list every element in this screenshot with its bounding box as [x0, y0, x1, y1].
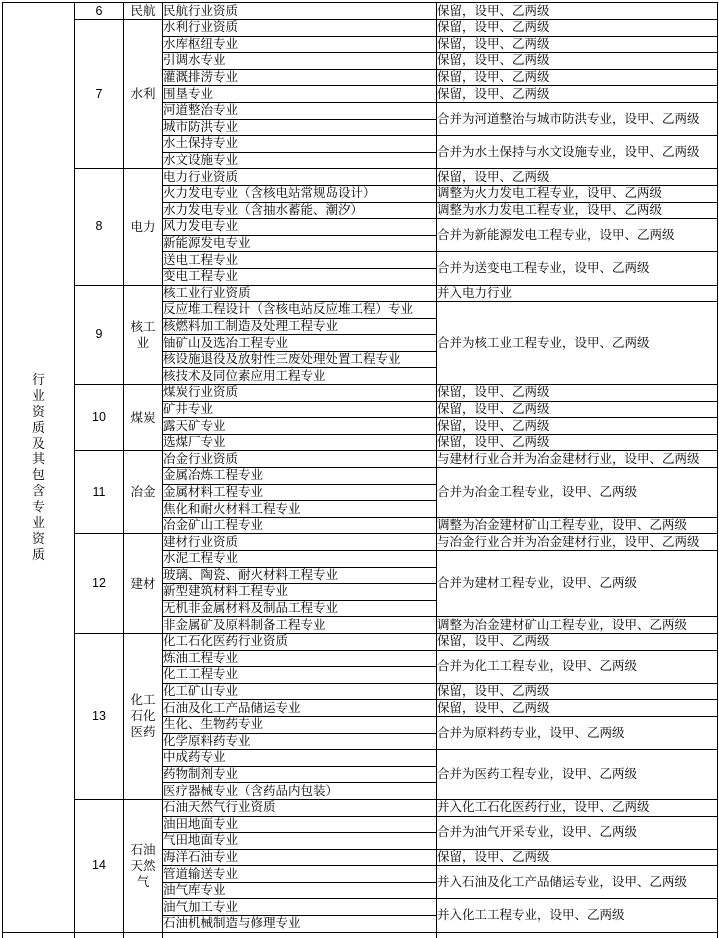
table-row [3, 385, 718, 402]
specialty-cell: 风力发电专业 [163, 219, 437, 236]
specialty-cell: 河道整治专业 [163, 102, 437, 119]
section-number: 6 [75, 3, 124, 20]
result-cell: 保留，设甲、乙两级 [437, 20, 718, 37]
section-number: 12 [75, 534, 124, 634]
result-cell: 合并为水土保持与水文设施专业，设甲、乙两级 [437, 136, 718, 169]
section-industry-cell [124, 20, 163, 169]
specialty-cell: 露天矿专业 [163, 418, 437, 435]
specialty-cell: 无机非金属材料及制品工程专业 [163, 600, 437, 617]
specialty-cell: 核工业行业资质 [163, 285, 437, 302]
specialty-cell: 水力发电专业（含抽水蓄能、潮汐） [163, 202, 437, 219]
specialty-cell: 生化、生物药专业 [163, 716, 437, 733]
result-cell: 并入化工工程专业，设甲、乙两级 [437, 899, 718, 932]
result-cell: 合并为油气开采专业，设甲、乙两级 [437, 816, 718, 849]
qualification-table [2, 2, 718, 938]
section-industry-label: 水利 [130, 87, 156, 102]
result-cell: 保留，设甲、乙两级 [437, 36, 718, 53]
specialty-cell: 玻璃、陶瓷、耐火材料工程专业 [163, 567, 437, 584]
specialty-cell: 医疗器械专业（含药品内包装） [163, 783, 437, 800]
specialty-cell: 水库枢纽专业 [163, 36, 437, 53]
specialty-cell: 油气加工专业 [163, 899, 437, 916]
result-cell: 保留，设甲、乙两级 [437, 53, 718, 70]
section-industry-label: 建材 [130, 576, 156, 591]
specialty-cell: 送电工程专业 [163, 252, 437, 269]
specialty-cell: 气田地面专业 [163, 833, 437, 850]
specialty-cell: 石油及化工产品储运专业 [163, 700, 437, 717]
result-cell: 合并为送变电工程专业，设甲、乙两级 [437, 252, 718, 285]
result-cell: 调整为冶金建材矿山工程专业，设甲、乙两级 [437, 617, 718, 634]
specialty-cell: 冶金行业资质 [163, 451, 437, 468]
result-cell: 保留，设甲、乙两级 [437, 434, 718, 451]
specialty-cell: 灌溉排涝专业 [163, 69, 437, 86]
empty-cell [3, 932, 75, 938]
result-cell: 保留，设甲、乙两级 [437, 69, 718, 86]
result-cell: 合并为化工工程专业，设甲、乙两级 [437, 650, 718, 683]
empty-cell [75, 932, 124, 938]
specialty-cell: 冶金矿山工程专业 [163, 517, 437, 534]
result-cell: 保留，设甲、乙两级 [437, 86, 718, 103]
result-cell: 保留，设甲、乙两级 [437, 401, 718, 418]
result-cell: 保留，设甲、乙两级 [437, 385, 718, 402]
result-cell: 合并为核工业工程专业，设甲、乙两级 [437, 302, 718, 385]
specialty-cell: 石油机械制造与修理专业 [163, 916, 437, 933]
table-row [3, 633, 718, 650]
row-group-label-cell [3, 3, 75, 933]
table-row-cutoff [3, 932, 718, 938]
specialty-cell: 民航行业资质 [163, 3, 437, 20]
specialty-cell: 水土保持专业 [163, 136, 437, 153]
specialty-cell: 变电工程专业 [163, 268, 437, 285]
specialty-cell: 炼油工程专业 [163, 650, 437, 667]
section-industry-cell [124, 385, 163, 451]
section-number: 11 [75, 451, 124, 534]
specialty-cell: 水文设施专业 [163, 152, 437, 169]
result-cell: 并入化工石化医药行业，设甲、乙两级 [437, 799, 718, 816]
specialty-cell: 矿井专业 [163, 401, 437, 418]
specialty-cell: 化学原料药专业 [163, 733, 437, 750]
result-cell: 保留，设甲、乙两级 [437, 849, 718, 866]
result-cell: 保留，设甲、乙两级 [437, 683, 718, 700]
table-row [3, 799, 718, 816]
specialty-cell: 核燃料加工制造及处理工程专业 [163, 318, 437, 335]
specialty-cell: 新型建筑材料工程专业 [163, 584, 437, 601]
specialty-cell: 油气库专业 [163, 882, 437, 899]
result-cell: 保留，设甲、乙两级 [437, 633, 718, 650]
result-cell: 合并为建材工程专业，设甲、乙两级 [437, 551, 718, 617]
specialty-cell: 核技术及同位素应用工程专业 [163, 368, 437, 385]
specialty-cell: 选煤厂专业 [163, 434, 437, 451]
section-number: 7 [75, 20, 124, 169]
result-cell: 合并为原料药专业，设甲、乙两级 [437, 716, 718, 749]
specialty-cell: 建材行业资质 [163, 534, 437, 551]
section-number: 14 [75, 799, 124, 932]
table-row [3, 3, 718, 20]
specialty-cell: 火力发电专业（含核电站常规岛设计） [163, 185, 437, 202]
result-cell: 调整为冶金建材矿山工程专业，设甲、乙两级 [437, 517, 718, 534]
section-industry-label: 石油天然气 [130, 842, 156, 889]
specialty-cell: 非金属矿及原料制备工程专业 [163, 617, 437, 634]
empty-cell [163, 932, 437, 938]
specialty-cell: 金属冶炼工程专业 [163, 468, 437, 485]
section-number: 10 [75, 385, 124, 451]
specialty-cell: 核设施退役及放射性三废处理处置工程专业 [163, 351, 437, 368]
specialty-cell: 中成药专业 [163, 750, 437, 767]
section-industry-cell [124, 633, 163, 799]
result-cell: 合并为医药工程专业，设甲、乙两级 [437, 750, 718, 800]
specialty-cell: 电力行业资质 [163, 169, 437, 186]
row-group-label: 行业资质及其包含专业资质 [31, 371, 45, 562]
result-cell: 合并为冶金工程专业，设甲、乙两级 [437, 468, 718, 518]
result-cell: 调整为水力发电工程专业，设甲、乙两级 [437, 202, 718, 219]
section-industry-label: 冶金 [130, 485, 156, 500]
specialty-cell: 铀矿山及选冶工程专业 [163, 335, 437, 352]
result-cell: 保留，设甲、乙两级 [437, 169, 718, 186]
result-cell: 与冶金行业合并为冶金建材行业，设甲、乙两级 [437, 534, 718, 551]
section-number: 8 [75, 169, 124, 285]
specialty-cell: 海洋石油专业 [163, 849, 437, 866]
specialty-cell: 金属材料工程专业 [163, 484, 437, 501]
result-cell: 保留，设甲、乙两级 [437, 700, 718, 717]
empty-cell [124, 932, 163, 938]
result-cell: 合并为新能源发电工程专业，设甲、乙两级 [437, 219, 718, 252]
result-cell: 调整为火力发电工程专业，设甲、乙两级 [437, 185, 718, 202]
section-industry-cell [124, 799, 163, 932]
result-cell: 保留，设甲、乙两级 [437, 3, 718, 20]
table-row [3, 451, 718, 468]
section-industry-cell [124, 3, 163, 20]
result-cell: 合并为河道整治与城市防洪专业，设甲、乙两级 [437, 102, 718, 135]
specialty-cell: 化工石化医药行业资质 [163, 633, 437, 650]
section-industry-label: 煤炭 [130, 410, 156, 425]
section-industry-label: 电力 [130, 219, 156, 234]
specialty-cell: 煤炭行业资质 [163, 385, 437, 402]
table-row [3, 534, 718, 551]
result-cell: 并入电力行业 [437, 285, 718, 302]
specialty-cell: 水利行业资质 [163, 20, 437, 37]
result-cell: 保留，设甲、乙两级 [437, 418, 718, 435]
qualification-table-body [3, 3, 718, 938]
specialty-cell: 管道输送专业 [163, 866, 437, 883]
section-number: 9 [75, 285, 124, 385]
result-cell: 与建材行业合并为冶金建材行业，设甲、乙两级 [437, 451, 718, 468]
section-industry-cell [124, 169, 163, 285]
table-row [3, 285, 718, 302]
section-industry-label: 化工石化医药 [130, 693, 156, 740]
section-number: 13 [75, 633, 124, 799]
empty-cell [437, 932, 718, 938]
specialty-cell: 新能源发电专业 [163, 235, 437, 252]
specialty-cell: 反应堆工程设计（含核电站反应堆工程）专业 [163, 302, 437, 319]
specialty-cell: 石油天然气行业资质 [163, 799, 437, 816]
specialty-cell: 围垦专业 [163, 86, 437, 103]
result-cell: 并入石油及化工产品储运专业，设甲、乙两级 [437, 866, 718, 899]
specialty-cell: 油田地面专业 [163, 816, 437, 833]
specialty-cell: 化工矿山专业 [163, 683, 437, 700]
specialty-cell: 焦化和耐火材料工程专业 [163, 501, 437, 518]
section-industry-cell [124, 285, 163, 385]
specialty-cell: 化工工程专业 [163, 667, 437, 684]
table-row [3, 20, 718, 37]
table-row [3, 169, 718, 186]
section-industry-label: 核工业 [130, 319, 156, 350]
specialty-cell: 引调水专业 [163, 53, 437, 70]
section-industry-cell [124, 451, 163, 534]
section-industry-cell [124, 534, 163, 634]
section-industry-label: 民航 [130, 4, 156, 18]
specialty-cell: 药物制剂专业 [163, 766, 437, 783]
specialty-cell: 城市防洪专业 [163, 119, 437, 136]
specialty-cell: 水泥工程专业 [163, 551, 437, 568]
